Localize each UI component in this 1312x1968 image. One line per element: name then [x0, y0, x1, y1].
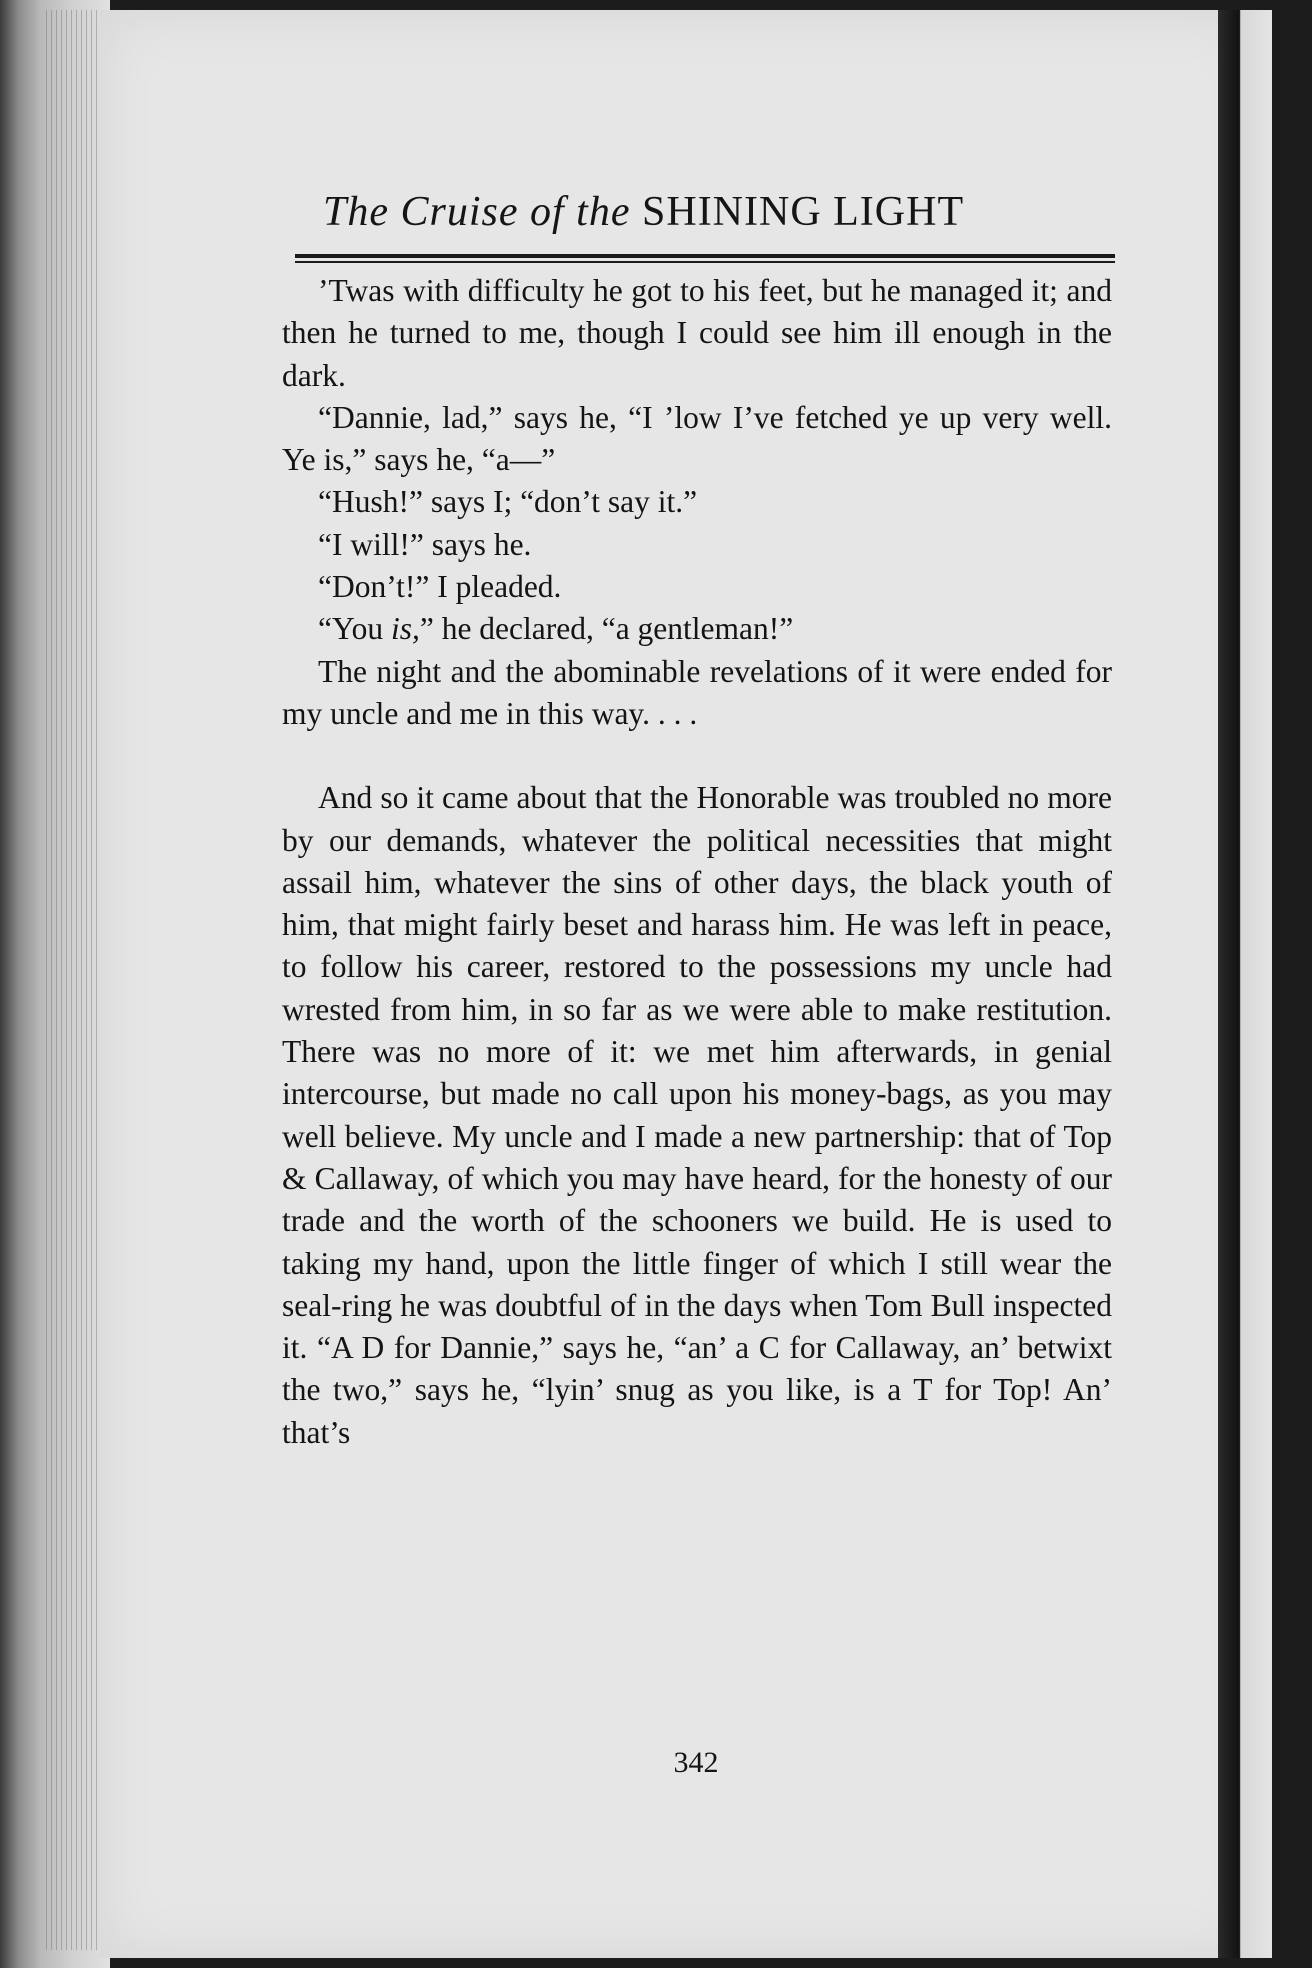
- paragraph: [282, 608, 1112, 650]
- header-rule-thin: [295, 261, 1115, 263]
- paragraph: “Don’t!” I pleaded.: [318, 569, 562, 605]
- running-head-title-italic: The Cruise of the: [323, 189, 642, 235]
- running-head-title: [323, 188, 964, 236]
- header-rule-thick: [295, 254, 1115, 258]
- section-break: [282, 735, 1112, 777]
- book-gutter: [1218, 10, 1272, 1958]
- paragraph: And so it came about that the Honorable was troubled no more by our demands, whatever the political necessities that might assail him, whatever the sins of other days, the black youth of him, that might fairly beset and harass him. He was left in peace, to follow his career, restored to the possessions my uncle had wrested from him, in so far as we were able to make restitution. There was no more of it: we met him afterwards, in genial intercourse, but made no call upon his money-bags, as you may well believe. My uncle and I made a new partnership: that of Top & Callaway, of which you may have heard, for the honesty of our trade and the worth of the schooners we build. He is used to taking my hand, upon the little finger of which I still wear the seal-ring he was doubtful of in the days when Tom Bull inspected it. “A D for Dannie,” says he, “an’ a C for Callaway, an’ betwixt the two,” says he, “lyin’ snug as you like, is a T for Top! An’ that’s: [282, 780, 1112, 1450]
- paragraph: The night and the abominable revelations of it were ended for my uncle and me in this way. . . .: [282, 653, 1112, 731]
- paragraph: “I will!” says he.: [318, 526, 532, 562]
- paragraph: “Hush!” says I; “don’t say it.”: [318, 484, 698, 520]
- paragraph: “Dannie, lad,” says he, “I ’low I’ve fetched ye up very well. Ye is,” says he, “a—”: [282, 399, 1112, 478]
- running-header: [295, 188, 1115, 248]
- page-number: 342: [673, 1746, 719, 1779]
- paragraph-italic-word: is,: [390, 611, 420, 647]
- body-text: [282, 270, 1112, 1454]
- page-edges: [0, 0, 110, 1968]
- paragraph-text: “You: [318, 611, 391, 647]
- page-edge-lines: [46, 10, 106, 1950]
- paragraph-text: ” he declared, “a gentleman!”: [419, 611, 794, 647]
- running-head-title-caps: SHINING LIGHT: [642, 189, 965, 235]
- paragraph: ’Twas with difficulty he got to his feet, but he managed it; and then he turned to me, though I could see him ill enough in the dark.: [282, 273, 1112, 393]
